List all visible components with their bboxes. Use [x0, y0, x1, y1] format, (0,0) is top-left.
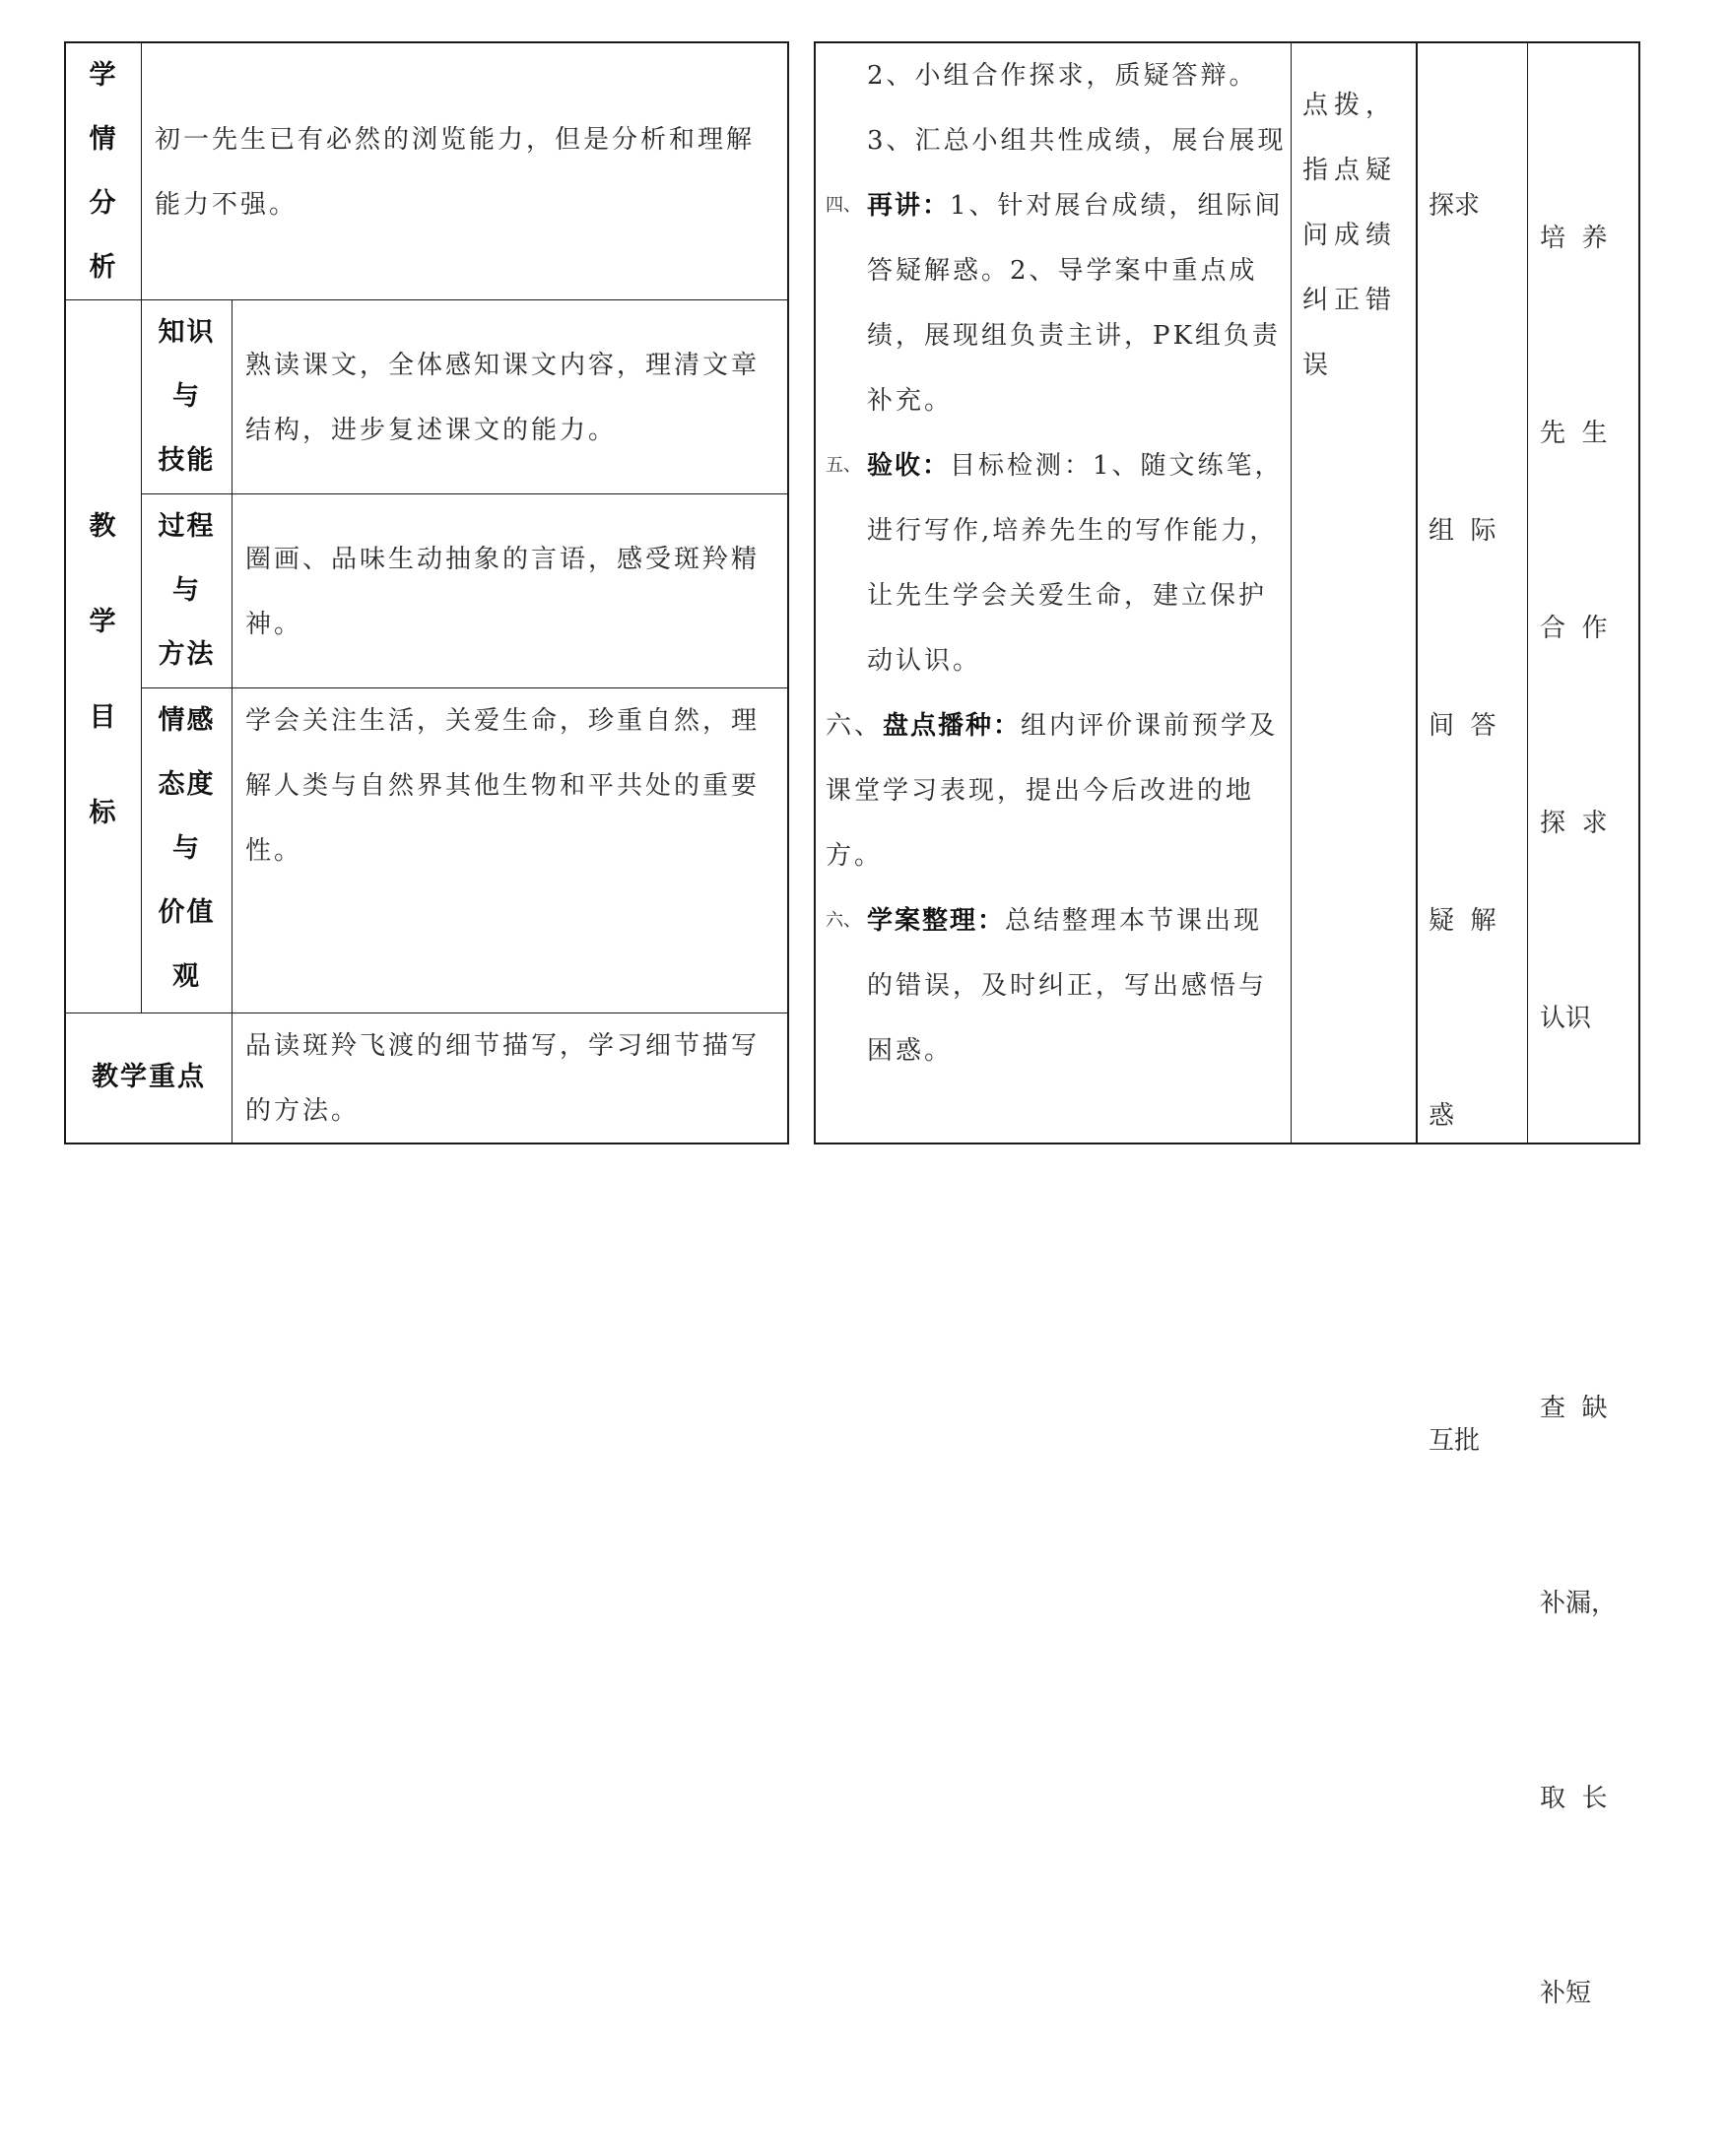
xueqing-text: 初一先生已有必然的浏览能力，但是分析和理解能力不强。	[155, 125, 756, 220]
process-p4: 六、 学案整理：总结整理本节课出现的错误，及时纠正，写出感悟与困惑。	[826, 906, 1268, 1066]
teacher-column: 点拨， 指点疑 问成绩 纠正错 误	[1302, 91, 1398, 380]
qinggan-text: 学会关注生活，关爱生命，珍重自然，理解人类与自然界其他生物和平共处的重要性。	[245, 706, 761, 866]
process-p1: 四、 再讲：1、针对展台成绩，组际间答疑解惑。2、导学案中重点成绩，展现组负责主讲，PK组负责补充。	[826, 191, 1284, 416]
zhishi-label: 知识 与 技能	[158, 317, 216, 476]
qinggan-label: 情感 态度 与 价值 观	[158, 705, 216, 992]
zhishi-text: 熟读课文，全体感知课文内容，理清文章结构，进步复述课文的能力。	[245, 351, 761, 445]
mubiao-label: 教 学 目 标	[89, 511, 118, 828]
intent-column: 培 养 先 生 合 作 探 求 认识 查 缺 补漏， 取 长 补短	[1540, 224, 1618, 2008]
zhongdian-label: 教学重点	[92, 1062, 206, 1092]
xueqing-label: 学 情 分 析	[89, 60, 118, 283]
guocheng-text: 圈画、品味生动抽象的言语，感受斑羚精神。	[245, 545, 761, 639]
process-p3: 六、盘点播种：组内评价课前预学及课堂学习表现，提出今后改进的地方。	[826, 711, 1279, 871]
zhongdian-text: 品读斑羚飞渡的细节描写，学习细节描写的方法。	[245, 1031, 761, 1126]
process-p2: 五、 验收：目标检测：1、随文练笔，进行写作,培养先生的写作能力，让先生学会关爱生命，建立保护动认识。	[826, 451, 1284, 676]
guocheng-label: 过程 与 方法	[158, 511, 216, 670]
process-p0: 2、小组合作探求，质疑答辩。3、汇总小组共性成绩，展台展现	[867, 61, 1287, 156]
student-column: 探求 组 际 间 答 疑 解 惑 互批	[1429, 191, 1496, 1456]
